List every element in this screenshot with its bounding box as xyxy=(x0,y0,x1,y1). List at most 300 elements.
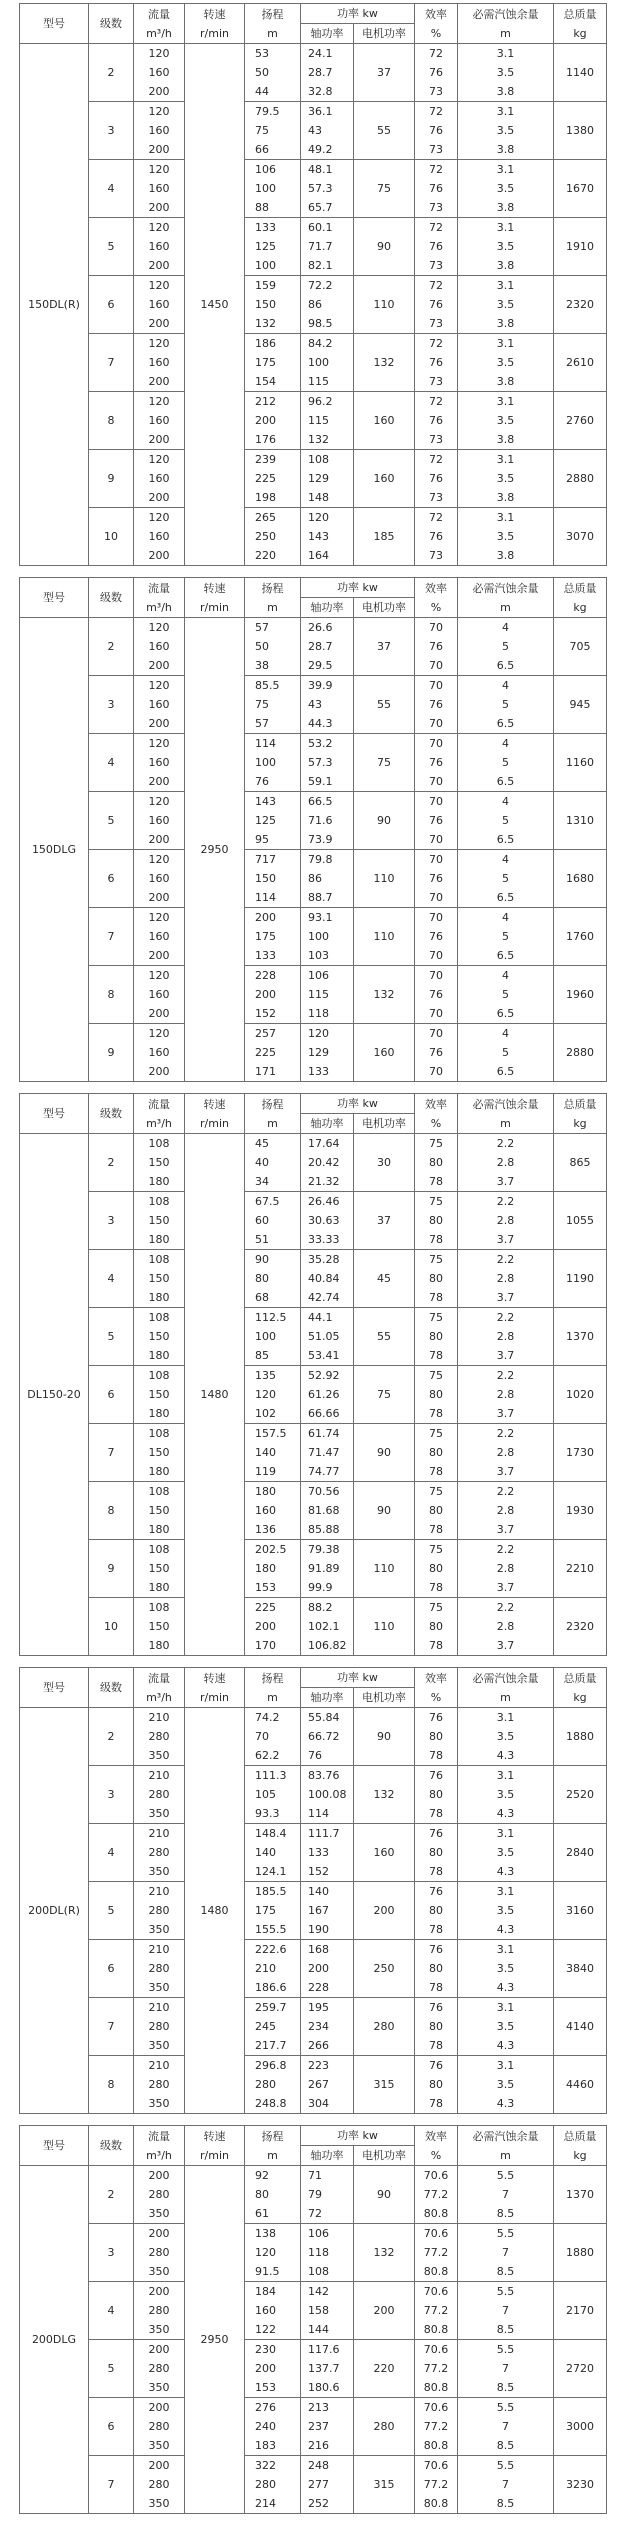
header-stage xyxy=(89,4,134,44)
stage-cell: 4 xyxy=(89,1824,134,1882)
flow-value: 160 xyxy=(148,872,170,885)
efficiency-value: 80 xyxy=(429,1620,443,1633)
table-body xyxy=(20,618,607,1082)
header-head-unit: m xyxy=(267,2148,278,2162)
head-value: 80 xyxy=(255,1272,269,1285)
shaft-power-value: 103 xyxy=(308,949,329,962)
head-value: 50 xyxy=(255,640,269,653)
shaft-power-cell xyxy=(301,44,354,102)
flow-value: 350 xyxy=(148,2097,170,2110)
npsh-value: 3.5 xyxy=(496,1904,515,1917)
efficiency-value: 70 xyxy=(429,969,443,982)
head-value: 157.5 xyxy=(255,1427,287,1440)
motor-power-cell: 132 xyxy=(354,334,415,392)
motor-power-cell: 160 xyxy=(354,450,415,508)
motor-power-cell: 90 xyxy=(354,218,415,276)
efficiency-cell xyxy=(415,1598,458,1656)
shaft-power-value: 20.42 xyxy=(308,1156,340,1169)
npsh-value: 4 xyxy=(502,969,509,982)
shaft-power-value: 152 xyxy=(308,1865,329,1878)
npsh-value: 2.8 xyxy=(496,1620,515,1633)
table-header xyxy=(20,4,607,44)
npsh-value: 3.8 xyxy=(496,201,515,214)
head-value: 61 xyxy=(255,2207,269,2220)
npsh-value: 3.1 xyxy=(496,453,515,466)
flow-value: 120 xyxy=(148,911,170,924)
npsh-cell xyxy=(458,1766,554,1824)
motor-power-cell: 110 xyxy=(354,850,415,908)
shaft-power-cell xyxy=(301,2056,354,2114)
npsh-value: 4 xyxy=(502,853,509,866)
shaft-power-cell xyxy=(301,734,354,792)
header-efficiency-unit: % xyxy=(430,2148,442,2162)
shaft-power-value: 180.6 xyxy=(308,2381,340,2394)
mass-cell: 4460 xyxy=(554,2056,607,2114)
npsh-value: 6.5 xyxy=(496,833,515,846)
shaft-power-value: 30.63 xyxy=(308,1214,340,1227)
efficiency-value: 75 xyxy=(429,1311,443,1324)
head-value: 230 xyxy=(255,2343,276,2356)
flow-value: 150 xyxy=(148,1388,170,1401)
flow-value: 350 xyxy=(148,2439,170,2452)
flow-value: 280 xyxy=(148,1788,170,1801)
npsh-value: 4 xyxy=(502,621,509,634)
mass-cell: 865 xyxy=(554,1134,607,1192)
header-flow-unit: m³/h xyxy=(146,2148,172,2162)
header-power xyxy=(301,2126,415,2146)
npsh-value: 3.1 xyxy=(496,1769,515,1782)
stage-cell: 7 xyxy=(89,334,134,392)
header-npsh-unit: m xyxy=(500,600,511,614)
header-mass-unit: kg xyxy=(573,1690,587,1704)
flow-value: 210 xyxy=(148,2001,170,2014)
flow-value: 150 xyxy=(148,1504,170,1517)
shaft-power-cell xyxy=(301,2282,354,2340)
npsh-cell xyxy=(458,792,554,850)
npsh-cell xyxy=(458,334,554,392)
shaft-power-value: 114 xyxy=(308,1807,329,1820)
efficiency-value: 80.8 xyxy=(423,2439,449,2452)
head-value: 175 xyxy=(255,930,276,943)
stage-cell: 8 xyxy=(89,392,134,450)
stage-cell: 7 xyxy=(89,2456,134,2514)
flow-cell xyxy=(134,1424,185,1482)
header-mass-unit: kg xyxy=(573,2148,587,2162)
flow-cell xyxy=(134,1766,185,1824)
efficiency-cell xyxy=(415,850,458,908)
head-value: 180 xyxy=(255,1562,276,1575)
header-flow-label: 流量 xyxy=(148,2129,170,2143)
mass-cell: 1310 xyxy=(554,792,607,850)
flow-value: 180 xyxy=(148,1407,170,1420)
npsh-cell xyxy=(458,966,554,1024)
efficiency-value: 76 xyxy=(429,1711,443,1724)
header-flow xyxy=(134,4,185,44)
shaft-power-value: 32.8 xyxy=(308,85,333,98)
head-cell xyxy=(245,2224,301,2282)
flow-value: 160 xyxy=(148,66,170,79)
model-cell: 200DLG xyxy=(20,2166,89,2514)
head-value: 717 xyxy=(255,853,276,866)
motor-power-cell: 160 xyxy=(354,392,415,450)
mass-cell: 3160 xyxy=(554,1882,607,1940)
head-cell xyxy=(245,2340,301,2398)
header-npsh-label: 必需汽蚀余量 xyxy=(472,1671,539,1685)
head-value: 111.3 xyxy=(255,1769,287,1782)
head-value: 155.5 xyxy=(255,1923,287,1936)
head-value: 200 xyxy=(255,414,276,427)
npsh-cell xyxy=(458,2282,554,2340)
efficiency-value: 70 xyxy=(429,795,443,808)
motor-power-cell: 75 xyxy=(354,160,415,218)
header-power-label: 功率 kw xyxy=(337,581,378,594)
shaft-power-value: 49.2 xyxy=(308,143,333,156)
shaft-power-cell xyxy=(301,1024,354,1082)
flow-cell xyxy=(134,1708,185,1766)
header-efficiency-unit: % xyxy=(430,600,442,614)
npsh-value: 3.5 xyxy=(496,1730,515,1743)
npsh-value: 2.8 xyxy=(496,1446,515,1459)
npsh-cell xyxy=(458,1882,554,1940)
head-value: 140 xyxy=(255,1846,276,1859)
npsh-value: 6.5 xyxy=(496,949,515,962)
flow-value: 350 xyxy=(148,1807,170,1820)
speed-cell: 1480 xyxy=(185,1708,245,2114)
flow-value: 108 xyxy=(148,1601,170,1614)
head-value: 100 xyxy=(255,1330,276,1343)
efficiency-value: 75 xyxy=(429,1543,443,1556)
head-value: 75 xyxy=(255,124,269,137)
efficiency-value: 70 xyxy=(429,717,443,730)
efficiency-cell xyxy=(415,1366,458,1424)
stage-group-row xyxy=(20,2166,607,2224)
mass-cell: 1190 xyxy=(554,1250,607,1308)
header-npsh-unit: m xyxy=(500,1116,511,1130)
mass-cell: 3070 xyxy=(554,508,607,566)
mass-cell: 705 xyxy=(554,618,607,676)
npsh-cell xyxy=(458,102,554,160)
head-cell xyxy=(245,1824,301,1882)
shaft-power-cell xyxy=(301,1940,354,1998)
head-cell xyxy=(245,392,301,450)
efficiency-value: 70 xyxy=(429,775,443,788)
efficiency-value: 72 xyxy=(429,105,443,118)
head-value: 91.5 xyxy=(255,2265,280,2278)
npsh-value: 3.7 xyxy=(496,1581,515,1594)
flow-cell xyxy=(134,218,185,276)
head-value: 280 xyxy=(255,2078,276,2091)
npsh-value: 3.1 xyxy=(496,337,515,350)
flow-cell xyxy=(134,676,185,734)
efficiency-value: 76 xyxy=(429,298,443,311)
npsh-cell xyxy=(458,850,554,908)
efficiency-cell xyxy=(415,1424,458,1482)
npsh-cell xyxy=(458,1424,554,1482)
efficiency-cell xyxy=(415,1940,458,1998)
header-head-label: 扬程 xyxy=(261,7,284,21)
header-stage xyxy=(89,2126,134,2166)
stage-group-row xyxy=(20,508,607,566)
shaft-power-cell xyxy=(301,334,354,392)
npsh-cell xyxy=(458,44,554,102)
npsh-value: 2.8 xyxy=(496,1388,515,1401)
efficiency-cell xyxy=(415,392,458,450)
header-shaft-power-label: 轴功率 xyxy=(310,1117,344,1130)
shaft-power-value: 266 xyxy=(308,2039,329,2052)
head-value: 76 xyxy=(255,775,269,788)
flow-cell xyxy=(134,1940,185,1998)
header-head xyxy=(245,1094,301,1134)
npsh-value: 4.3 xyxy=(496,2039,515,2052)
efficiency-value: 80.8 xyxy=(423,2497,449,2510)
efficiency-cell xyxy=(415,792,458,850)
shaft-power-value: 216 xyxy=(308,2439,329,2452)
head-value: 44 xyxy=(255,85,269,98)
flow-value: 350 xyxy=(148,2323,170,2336)
header-shaft-power-label: 轴功率 xyxy=(310,601,344,614)
header-model xyxy=(20,1094,89,1134)
flow-value: 210 xyxy=(148,1885,170,1898)
efficiency-cell xyxy=(415,2056,458,2114)
header-efficiency xyxy=(415,1094,458,1134)
flow-value: 150 xyxy=(148,1272,170,1285)
shaft-power-cell xyxy=(301,218,354,276)
head-value: 175 xyxy=(255,356,276,369)
head-value: 220 xyxy=(255,549,276,562)
header-mass-label: 总质量 xyxy=(563,581,597,595)
efficiency-value: 70 xyxy=(429,737,443,750)
shaft-power-value: 148 xyxy=(308,491,329,504)
header-head-label: 扬程 xyxy=(261,2129,284,2143)
shaft-power-value: 86 xyxy=(308,298,322,311)
motor-power-cell: 55 xyxy=(354,102,415,160)
flow-value: 150 xyxy=(148,1330,170,1343)
flow-value: 120 xyxy=(148,453,170,466)
efficiency-cell xyxy=(415,1824,458,1882)
mass-cell: 2320 xyxy=(554,276,607,334)
head-value: 125 xyxy=(255,814,276,827)
efficiency-value: 70.6 xyxy=(423,2459,449,2472)
flow-value: 280 xyxy=(148,2246,170,2259)
head-value: 133 xyxy=(255,221,276,234)
motor-power-cell: 90 xyxy=(354,1424,415,1482)
head-value: 176 xyxy=(255,433,276,446)
header-speed-label: 转速 xyxy=(203,7,226,21)
stage-cell: 8 xyxy=(89,2056,134,2114)
shaft-power-value: 168 xyxy=(308,1943,329,1956)
efficiency-cell xyxy=(415,2398,458,2456)
header-flow xyxy=(134,578,185,618)
flow-value: 280 xyxy=(148,2078,170,2091)
flow-value: 160 xyxy=(148,698,170,711)
flow-value: 150 xyxy=(148,1562,170,1575)
mass-cell: 1880 xyxy=(554,2224,607,2282)
stage-cell: 10 xyxy=(89,508,134,566)
npsh-value: 5 xyxy=(502,698,509,711)
shaft-power-value: 33.33 xyxy=(308,1233,340,1246)
motor-power-cell: 30 xyxy=(354,1134,415,1192)
motor-power-cell: 110 xyxy=(354,276,415,334)
npsh-cell xyxy=(458,1708,554,1766)
header-shaft-power-label: 轴功率 xyxy=(310,27,344,40)
npsh-cell xyxy=(458,2456,554,2514)
header-motor-power-label: 电机功率 xyxy=(362,1117,406,1130)
flow-value: 160 xyxy=(148,814,170,827)
header-flow-unit: m³/h xyxy=(146,26,172,40)
efficiency-cell xyxy=(415,966,458,1024)
header-efficiency-unit: % xyxy=(430,26,442,40)
head-cell xyxy=(245,792,301,850)
head-value: 148.4 xyxy=(255,1827,287,1840)
npsh-value: 2.2 xyxy=(496,1369,515,1382)
shaft-power-value: 117.6 xyxy=(308,2343,340,2356)
flow-value: 280 xyxy=(148,1962,170,1975)
shaft-power-value: 100 xyxy=(308,356,329,369)
head-value: 34 xyxy=(255,1175,269,1188)
head-value: 68 xyxy=(255,1291,269,1304)
shaft-power-cell xyxy=(301,160,354,218)
flow-cell xyxy=(134,44,185,102)
mass-cell: 1760 xyxy=(554,908,607,966)
shaft-power-value: 158 xyxy=(308,2304,329,2317)
head-value: 186 xyxy=(255,337,276,350)
head-value: 66 xyxy=(255,143,269,156)
flow-value: 120 xyxy=(148,679,170,692)
spec-table xyxy=(19,2125,607,2514)
header-mass xyxy=(554,2126,607,2166)
shaft-power-value: 98.5 xyxy=(308,317,333,330)
flow-value: 210 xyxy=(148,1827,170,1840)
stage-group-row xyxy=(20,2398,607,2456)
header-efficiency-label: 效率 xyxy=(425,1671,447,1685)
header-row-top xyxy=(20,578,607,598)
npsh-value: 4.3 xyxy=(496,1749,515,1762)
shaft-power-value: 71.47 xyxy=(308,1446,340,1459)
flow-cell xyxy=(134,966,185,1024)
efficiency-value: 78 xyxy=(429,1175,443,1188)
shaft-power-value: 71.6 xyxy=(308,814,333,827)
header-npsh xyxy=(458,1668,554,1708)
flow-cell xyxy=(134,160,185,218)
efficiency-cell xyxy=(415,734,458,792)
flow-value: 160 xyxy=(148,756,170,769)
head-cell xyxy=(245,1024,301,1082)
head-value: 154 xyxy=(255,375,276,388)
flow-value: 200 xyxy=(148,143,170,156)
head-value: 225 xyxy=(255,1601,276,1614)
efficiency-value: 78 xyxy=(429,1233,443,1246)
shaft-power-value: 167 xyxy=(308,1904,329,1917)
npsh-value: 5 xyxy=(502,756,509,769)
npsh-value: 5.5 xyxy=(496,2169,515,2182)
shaft-power-value: 71.7 xyxy=(308,240,333,253)
npsh-value: 6.5 xyxy=(496,891,515,904)
efficiency-value: 76 xyxy=(429,1769,443,1782)
head-value: 171 xyxy=(255,1065,276,1078)
shaft-power-value: 40.84 xyxy=(308,1272,340,1285)
motor-power-cell: 220 xyxy=(354,2340,415,2398)
shaft-power-value: 133 xyxy=(308,1065,329,1078)
table-header xyxy=(20,1094,607,1134)
efficiency-value: 70 xyxy=(429,679,443,692)
header-speed-unit: r/min xyxy=(200,1690,229,1704)
npsh-value: 3.8 xyxy=(496,317,515,330)
shaft-power-value: 100 xyxy=(308,930,329,943)
flow-value: 280 xyxy=(148,2020,170,2033)
npsh-value: 5 xyxy=(502,640,509,653)
shaft-power-cell xyxy=(301,1250,354,1308)
head-cell xyxy=(245,1598,301,1656)
flow-value: 150 xyxy=(148,1214,170,1227)
flow-value: 160 xyxy=(148,356,170,369)
head-cell xyxy=(245,1192,301,1250)
flow-value: 160 xyxy=(148,240,170,253)
header-power xyxy=(301,1668,415,1688)
mass-cell: 1140 xyxy=(554,44,607,102)
head-value: 180 xyxy=(255,1485,276,1498)
motor-power-cell: 90 xyxy=(354,2166,415,2224)
npsh-cell xyxy=(458,2340,554,2398)
npsh-value: 7 xyxy=(502,2362,509,2375)
motor-power-cell: 37 xyxy=(354,44,415,102)
flow-value: 120 xyxy=(148,163,170,176)
npsh-value: 7 xyxy=(502,2420,509,2433)
stage-group-row xyxy=(20,2456,607,2514)
npsh-value: 6.5 xyxy=(496,1065,515,1078)
head-value: 88 xyxy=(255,201,269,214)
head-cell xyxy=(245,1424,301,1482)
header-speed-label: 转速 xyxy=(203,1097,226,1111)
flow-cell xyxy=(134,102,185,160)
head-value: 202.5 xyxy=(255,1543,287,1556)
head-value: 276 xyxy=(255,2401,276,2414)
npsh-value: 4 xyxy=(502,911,509,924)
head-value: 85.5 xyxy=(255,679,280,692)
shaft-power-value: 83.76 xyxy=(308,1769,340,1782)
head-value: 132 xyxy=(255,317,276,330)
npsh-value: 3.1 xyxy=(496,511,515,524)
stage-cell: 3 xyxy=(89,2224,134,2282)
header-model xyxy=(20,1668,89,1708)
flow-value: 200 xyxy=(148,2343,170,2356)
flow-value: 108 xyxy=(148,1253,170,1266)
header-head-label: 扬程 xyxy=(261,1671,284,1685)
npsh-cell xyxy=(458,160,554,218)
shaft-power-cell xyxy=(301,1482,354,1540)
efficiency-value: 76 xyxy=(429,988,443,1001)
mass-cell: 3000 xyxy=(554,2398,607,2456)
flow-value: 350 xyxy=(148,2265,170,2278)
flow-value: 200 xyxy=(148,201,170,214)
head-cell xyxy=(245,1708,301,1766)
stage-cell: 8 xyxy=(89,966,134,1024)
shaft-power-value: 252 xyxy=(308,2497,329,2510)
shaft-power-value: 100.08 xyxy=(308,1788,347,1801)
head-value: 250 xyxy=(255,530,276,543)
header-mass xyxy=(554,4,607,44)
header-speed-label: 转速 xyxy=(203,2129,226,2143)
head-cell xyxy=(245,2056,301,2114)
motor-power-cell: 315 xyxy=(354,2056,415,2114)
stage-cell: 5 xyxy=(89,792,134,850)
stage-group-row xyxy=(20,1598,607,1656)
efficiency-value: 78 xyxy=(429,2097,443,2110)
npsh-cell xyxy=(458,1250,554,1308)
flow-value: 150 xyxy=(148,1620,170,1633)
stage-cell: 3 xyxy=(89,1766,134,1824)
shaft-power-cell xyxy=(301,1308,354,1366)
flow-value: 108 xyxy=(148,1137,170,1150)
